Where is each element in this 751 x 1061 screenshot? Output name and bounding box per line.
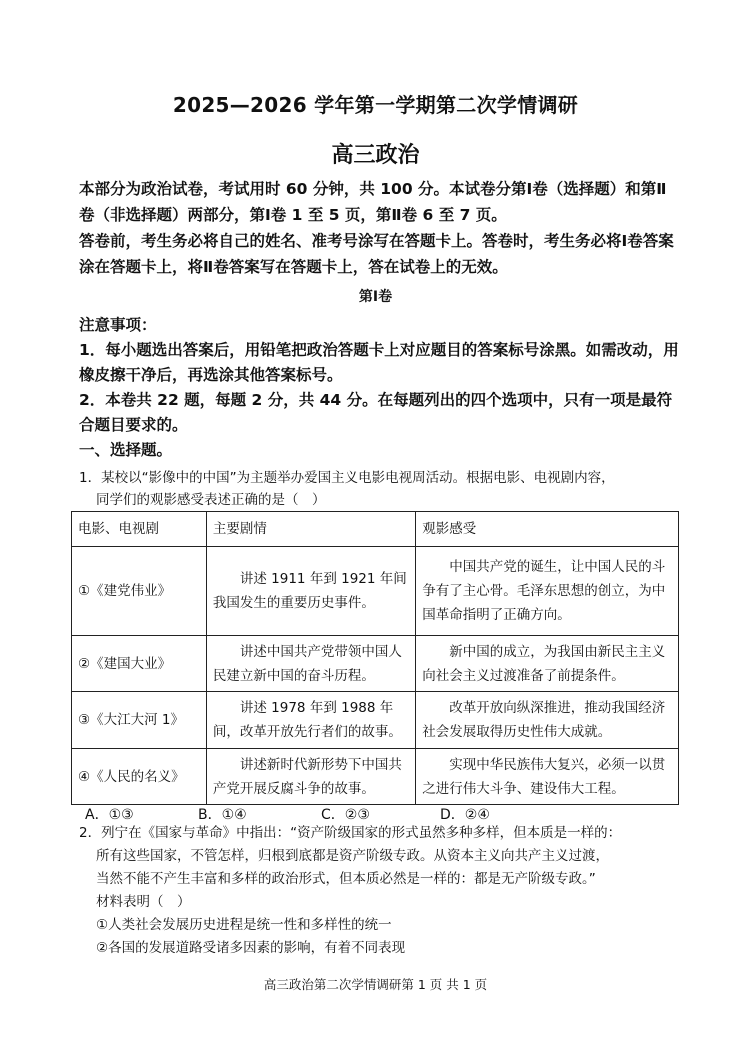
option-c: C．②③ [321,807,370,823]
question-1-stem-line-2: 同学们的观影感受表述正确的是（ ） [96,492,326,508]
feeling-cell: 新中国的成立，为我国由新民主主义向社会主义过渡准备了前提条件。 [416,636,679,692]
plot-cell: 讲述新时代新形势下中国共产党开展反腐斗争的故事。 [206,749,415,805]
question-1-stem [79,467,679,511]
notes-heading: 注意事项： [79,316,157,334]
film-title-cell: ①《建党伟业》 [72,547,207,636]
film-title-cell: ③《大江大河 1》 [72,692,207,749]
section-heading: 一、选择题。 [79,441,173,459]
table-header-cell: 电影、电视剧 [72,512,207,547]
option-b: B．①④ [198,807,247,823]
page-footer: 高三政治第二次学情调研第 1 页 共 1 页 [263,977,488,992]
notes-section [79,313,679,463]
question-2 [79,822,679,960]
subject-title: 高三政治 [331,143,420,168]
film-title-cell: ④《人民的名义》 [72,749,207,805]
table-header-cell: 主要剧情 [206,512,415,547]
question-1-stem-line-1: 1．某校以“影像中的中国”为主题举办爱国主义电影电视周活动。根据电影、电视剧内容， [79,470,615,486]
feeling-cell: 改革开放向纵深推进，推动我国经济社会发展取得历史性伟大成就。 [416,692,679,749]
option-a: A．①③ [85,807,134,823]
plot-cell: 讲述中国共产党带领中国人民建立新中国的奋斗历程。 [206,636,415,692]
question-2-stem-line-4: 材料表明（ ） [96,894,191,910]
table-row [72,636,679,692]
table-header-row [72,512,679,547]
feeling-cell: 中国共产党的诞生，让中国人民的斗争有了主心骨。毛泽东思想的创立，为中国革命指明了正确方向。 [416,547,679,636]
instructions-paragraph-1: 本部分为政治试卷，考试用时 60 分钟，共 100 分。本试卷分第Ⅰ卷（选择题）和第Ⅱ卷（非选择题）两部分，第Ⅰ卷 1 至 5 页，第Ⅱ卷 6 至 7 页。 [79,180,667,224]
note-item-2: 2．本卷共 22 题，每题 2 分，共 44 分。在每题列出的四个选项中，只有一项是最符合题目要求的。 [79,391,673,434]
table-row [72,692,679,749]
option-d: D．②④ [440,807,490,823]
question-2-stem-line-1: 2．列宁在《国家与革命》中指出：“资产阶级国家的形式虽然多种多样，但本质是一样的： [79,825,622,841]
volume-label: 第Ⅰ卷 [358,289,393,305]
question-2-stem-line-2: 所有这些国家，不管怎样，归根到底都是资产阶级专政。从资本主义向共产主义过渡， [96,848,609,864]
question-2-stem-line-3: 当然不能不产生丰富和多样的政治形式，但本质必然是一样的：都是无产阶级专政。” [96,871,596,887]
instructions-paragraph-2: 答卷前，考生务必将自己的姓名、准考号涂写在答题卡上。答卷时，考生务必将Ⅰ卷答案涂在答题卡上，将Ⅱ卷答案写在答题卡上，答在试卷上的无效。 [79,232,674,276]
exam-instructions [79,176,679,280]
film-title-cell: ②《建国大业》 [72,636,207,692]
question-2-choice-1: ①人类社会发展历史进程是统一性和多样性的统一 [96,917,392,933]
plot-cell: 讲述 1911 年到 1921 年间我国发生的重要历史事件。 [206,547,415,636]
plot-cell: 讲述 1978 年到 1988 年间，改革开放先行者们的故事。 [206,692,415,749]
feeling-cell: 实现中华民族伟大复兴，必须一以贯之进行伟大斗争、建设伟大工程。 [416,749,679,805]
film-table [71,511,679,805]
question-2-choice-2: ②各国的发展道路受诸多因素的影响，有着不同表现 [96,940,406,956]
note-item-1: 1．每小题选出答案后，用铅笔把政治答题卡上对应题目的答案标号涂黑。如需改动，用橡皮擦干净后，再选涂其他答案标号。 [79,341,679,384]
table-header-cell: 观影感受 [416,512,679,547]
exam-title: 2025—2026 学年第一学期第二次学情调研 [172,93,579,117]
table-row [72,749,679,805]
table-row [72,547,679,636]
